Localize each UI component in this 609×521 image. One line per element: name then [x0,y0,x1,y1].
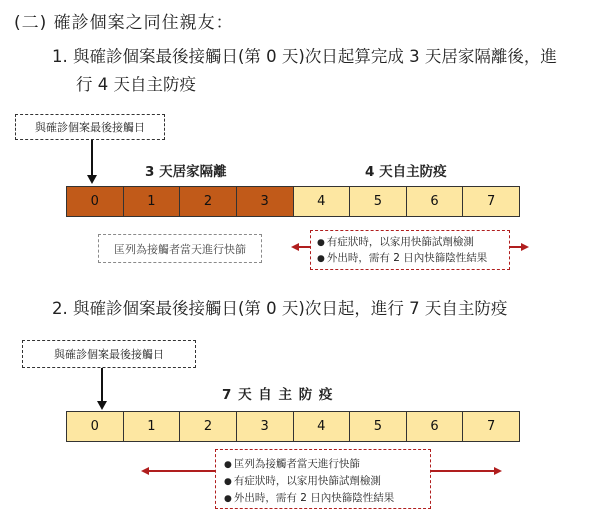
rule-item: ● 有症狀時，以家用快篩試劑檢測 [224,473,422,490]
rules-box-1 [310,230,510,270]
test-note-label: 匡列為接觸者當天進行快篩 [114,242,246,256]
last-contact-label: 與確診個案最後接觸日 [54,348,164,361]
day-cell: 6 [407,187,464,216]
day-cell: 4 [294,412,351,441]
range-line [510,246,521,248]
right-arrow-icon [494,467,502,475]
day-cell: 7 [463,187,519,216]
range-line [298,246,310,248]
day-cell: 3 [237,187,294,216]
self-prevention-label-2: 7 天 自 主 防 疫 [222,387,334,403]
quarantine-label: 3 天居家隔離 [145,164,227,180]
day-cell: 4 [294,187,351,216]
day-cell: 6 [407,412,464,441]
rule-item: ● 匡列為接觸者當天進行快篩 [224,456,422,473]
down-arrow-icon [91,140,93,176]
item-1-text-cont: 行 4 天自主防疫 [76,75,196,94]
day-cell: 7 [463,412,519,441]
day-cell: 1 [124,412,181,441]
day-cell: 0 [67,412,124,441]
section-heading: (二) 確診個案之同住親友： [14,13,234,33]
rule-item: ● 外出時，需有 2 日內快篩陰性結果 [317,251,503,267]
range-line [431,470,494,472]
day-cell: 2 [180,412,237,441]
test-note-box [98,234,262,263]
last-contact-box [15,114,165,140]
item-1-text: 1. 與確診個案最後接觸日(第 0 天)次日起算完成 3 天居家隔離後，進 [52,47,557,66]
day-cell: 5 [350,187,407,216]
self-prevention-label: 4 天自主防疫 [365,164,447,180]
down-arrow-icon [101,368,103,402]
range-line [148,470,215,472]
timeline-bar-2 [66,411,520,442]
timeline-bar-1 [66,186,520,217]
day-cell: 0 [67,187,124,216]
day-cell: 3 [237,412,294,441]
item-2-text: 2. 與確診個案最後接觸日(第 0 天)次日起，進行 7 天自主防疫 [52,299,508,318]
last-contact-box-2 [22,340,196,368]
day-cell: 5 [350,412,407,441]
rules-box-2 [215,449,431,509]
arrow-head-icon [87,175,97,184]
day-cell: 2 [180,187,237,216]
rule-item: ● 外出時，需有 2 日內快篩陰性結果 [224,490,422,507]
day-cell: 1 [124,187,181,216]
rule-item: ● 有症狀時，以家用快篩試劑檢測 [317,235,503,251]
arrow-head-icon [97,401,107,410]
last-contact-label: 與確診個案最後接觸日 [35,121,145,134]
right-arrow-icon [521,243,529,251]
